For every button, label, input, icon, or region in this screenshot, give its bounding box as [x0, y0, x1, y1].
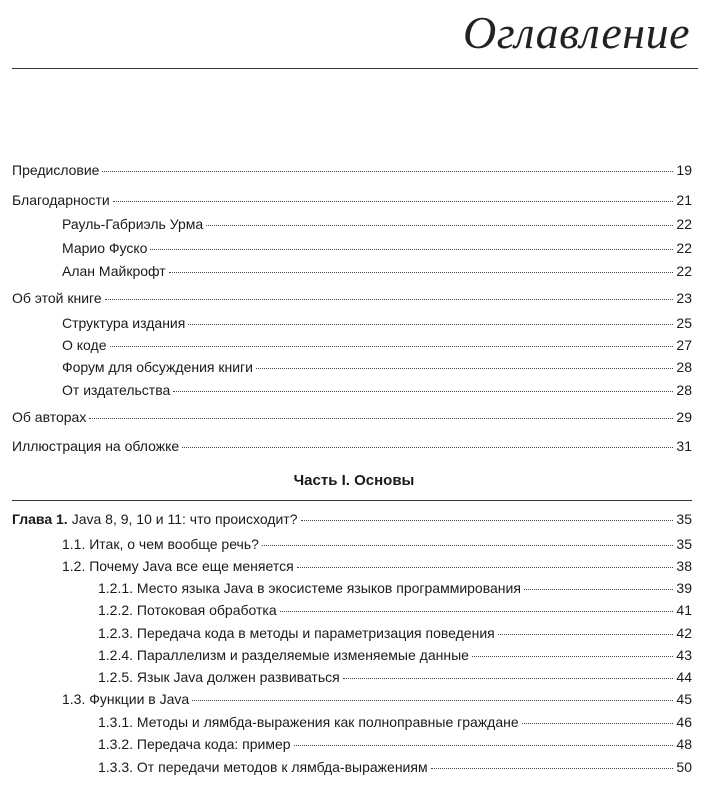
toc-entry-about-code[interactable]: [62, 336, 692, 354]
dot-leader: [301, 520, 674, 521]
dot-leader: [431, 768, 674, 769]
part-heading: Часть I. Основы: [293, 472, 415, 489]
dot-leader: [113, 201, 674, 202]
toc-entry-page: 23: [676, 290, 692, 306]
toc-entry-page: 41: [676, 602, 692, 618]
toc-entry-section-1-2-2[interactable]: [98, 601, 692, 619]
dot-leader: [280, 611, 674, 612]
toc-entry-section-1-3-2[interactable]: [98, 735, 692, 753]
toc-entry-section-1-2-4[interactable]: [98, 646, 692, 664]
toc-entry-cover-illustration[interactable]: [12, 437, 692, 455]
dot-leader: [498, 634, 674, 635]
toc-entry-structure[interactable]: [62, 314, 692, 332]
toc-entry-label: 1.2. Почему Java все еще меняется: [62, 558, 294, 574]
dot-leader: [89, 418, 673, 419]
chapter-prefix: Глава 1.: [12, 511, 68, 527]
dot-leader: [343, 678, 674, 679]
toc-entry-raoul-gabriel-urma[interactable]: [62, 215, 692, 233]
toc-entry-label: О коде: [62, 337, 107, 353]
toc-entry-section-1-3-3[interactable]: [98, 758, 692, 776]
toc-entry-page: 31: [676, 438, 692, 454]
toc-entry-page: 38: [676, 558, 692, 574]
dot-leader: [102, 171, 673, 172]
toc-entry-label: Форум для обсуждения книги: [62, 359, 253, 375]
toc-entry-label: Марио Фуско: [62, 240, 148, 256]
toc-entry-page: 35: [676, 536, 692, 552]
toc-entry-label: 1.2.2. Потоковая обработка: [98, 602, 277, 618]
dot-leader: [105, 299, 674, 300]
toc-entry-page: 19: [676, 162, 692, 178]
toc-entry-label: 1.3.2. Передача кода: пример: [98, 736, 291, 752]
toc-entry-from-publisher[interactable]: [62, 381, 692, 399]
dot-leader: [192, 700, 673, 701]
dot-leader: [297, 567, 674, 568]
toc-entry-page: 27: [676, 337, 692, 353]
toc-entry-label: Иллюстрация на обложке: [12, 438, 180, 454]
toc-entry-forum[interactable]: [62, 358, 692, 376]
chapter-label: Java 8, 9, 10 и 11: что происходит?: [71, 511, 298, 527]
toc-entry-label: 1.3. Функции в Java: [62, 691, 190, 707]
toc-entry-label: 1.2.4. Параллелизм и разделяемые изменяемые данные: [98, 647, 469, 663]
toc-entry-section-1-3-1[interactable]: [98, 713, 692, 731]
toc-entry-acknowledgements[interactable]: [12, 191, 692, 209]
dot-leader: [262, 545, 674, 546]
toc-entry-chapter-1[interactable]: [12, 510, 692, 528]
dot-leader: [256, 368, 673, 369]
dot-leader: [524, 589, 674, 590]
dot-leader: [150, 249, 673, 250]
toc-entry-page: 42: [676, 625, 692, 641]
toc-entry-section-1-2-3[interactable]: [98, 624, 692, 642]
toc-entry-page: 22: [676, 216, 692, 232]
chapter-title: [12, 510, 298, 528]
dot-leader: [182, 447, 673, 448]
toc-entry-section-1-2-1[interactable]: [98, 579, 692, 597]
toc-entry-label: Благодарности: [12, 192, 110, 208]
toc-entry-label: Предисловие: [12, 162, 100, 178]
toc-entry-label: 1.2.3. Передача кода в методы и параметризация поведения: [98, 625, 495, 641]
part-divider: [12, 500, 692, 501]
dot-leader: [294, 745, 674, 746]
toc-entry-label: 1.3.1. Методы и лямбда-выражения как полноправные граждане: [98, 714, 519, 730]
toc-entry-label: Об авторах: [12, 409, 87, 425]
toc-entry-page: 43: [676, 647, 692, 663]
toc-entry-label: 1.2.5. Язык Java должен развиваться: [98, 669, 340, 685]
toc-entry-alan-mycroft[interactable]: [62, 262, 692, 280]
toc-entry-label: Об этой книге: [12, 290, 102, 306]
dot-leader: [188, 324, 673, 325]
toc-entry-label: Алан Майкрофт: [62, 263, 166, 279]
toc-entry-label: Структура издания: [62, 315, 186, 331]
toc-entry-label: 1.2.1. Место языка Java в экосистеме языков программирования: [98, 580, 521, 596]
dot-leader: [173, 391, 673, 392]
dot-leader: [110, 346, 674, 347]
toc-entry-page: 22: [676, 263, 692, 279]
title-divider: [12, 68, 698, 69]
toc-entry-about-authors[interactable]: [12, 408, 692, 426]
dot-leader: [206, 225, 673, 226]
toc-entry-page: 48: [676, 736, 692, 752]
toc-entry-about-book[interactable]: [12, 289, 692, 307]
toc-entry-label: 1.1. Итак, о чем вообще речь?: [62, 536, 259, 552]
toc-entry-label: От издательства: [62, 382, 171, 398]
dot-leader: [169, 272, 674, 273]
toc-entry-label: 1.3.3. От передачи методов к лямбда-выражениям: [98, 759, 428, 775]
toc-entry-section-1-1[interactable]: [62, 535, 692, 553]
toc-entry-page: 46: [676, 714, 692, 730]
toc-entry-page: 28: [676, 382, 692, 398]
toc-entry-page: 50: [676, 759, 692, 775]
toc-entry-section-1-2-5[interactable]: [98, 668, 692, 686]
toc-entry-page: 45: [676, 691, 692, 707]
toc-entry-page: 39: [676, 580, 692, 596]
dot-leader: [472, 656, 673, 657]
toc-entry-section-1-3[interactable]: [62, 690, 692, 708]
toc-entry-page: 25: [676, 315, 692, 331]
toc-entry-section-1-2[interactable]: [62, 557, 692, 575]
toc-entry-page: 44: [676, 669, 692, 685]
dot-leader: [522, 723, 674, 724]
toc-entry-page: 35: [676, 511, 692, 527]
toc-entry-label: Рауль-Габриэль Урма: [62, 216, 204, 232]
toc-entry-page: 28: [676, 359, 692, 375]
toc-entry-page: 22: [676, 240, 692, 256]
page-title: Оглавление: [462, 7, 690, 58]
toc-entry-page: 21: [676, 192, 692, 208]
toc-entry-page: 29: [676, 409, 692, 425]
toc-entry-mario-fusco[interactable]: [62, 239, 692, 257]
toc-entry-preface[interactable]: [12, 161, 692, 179]
